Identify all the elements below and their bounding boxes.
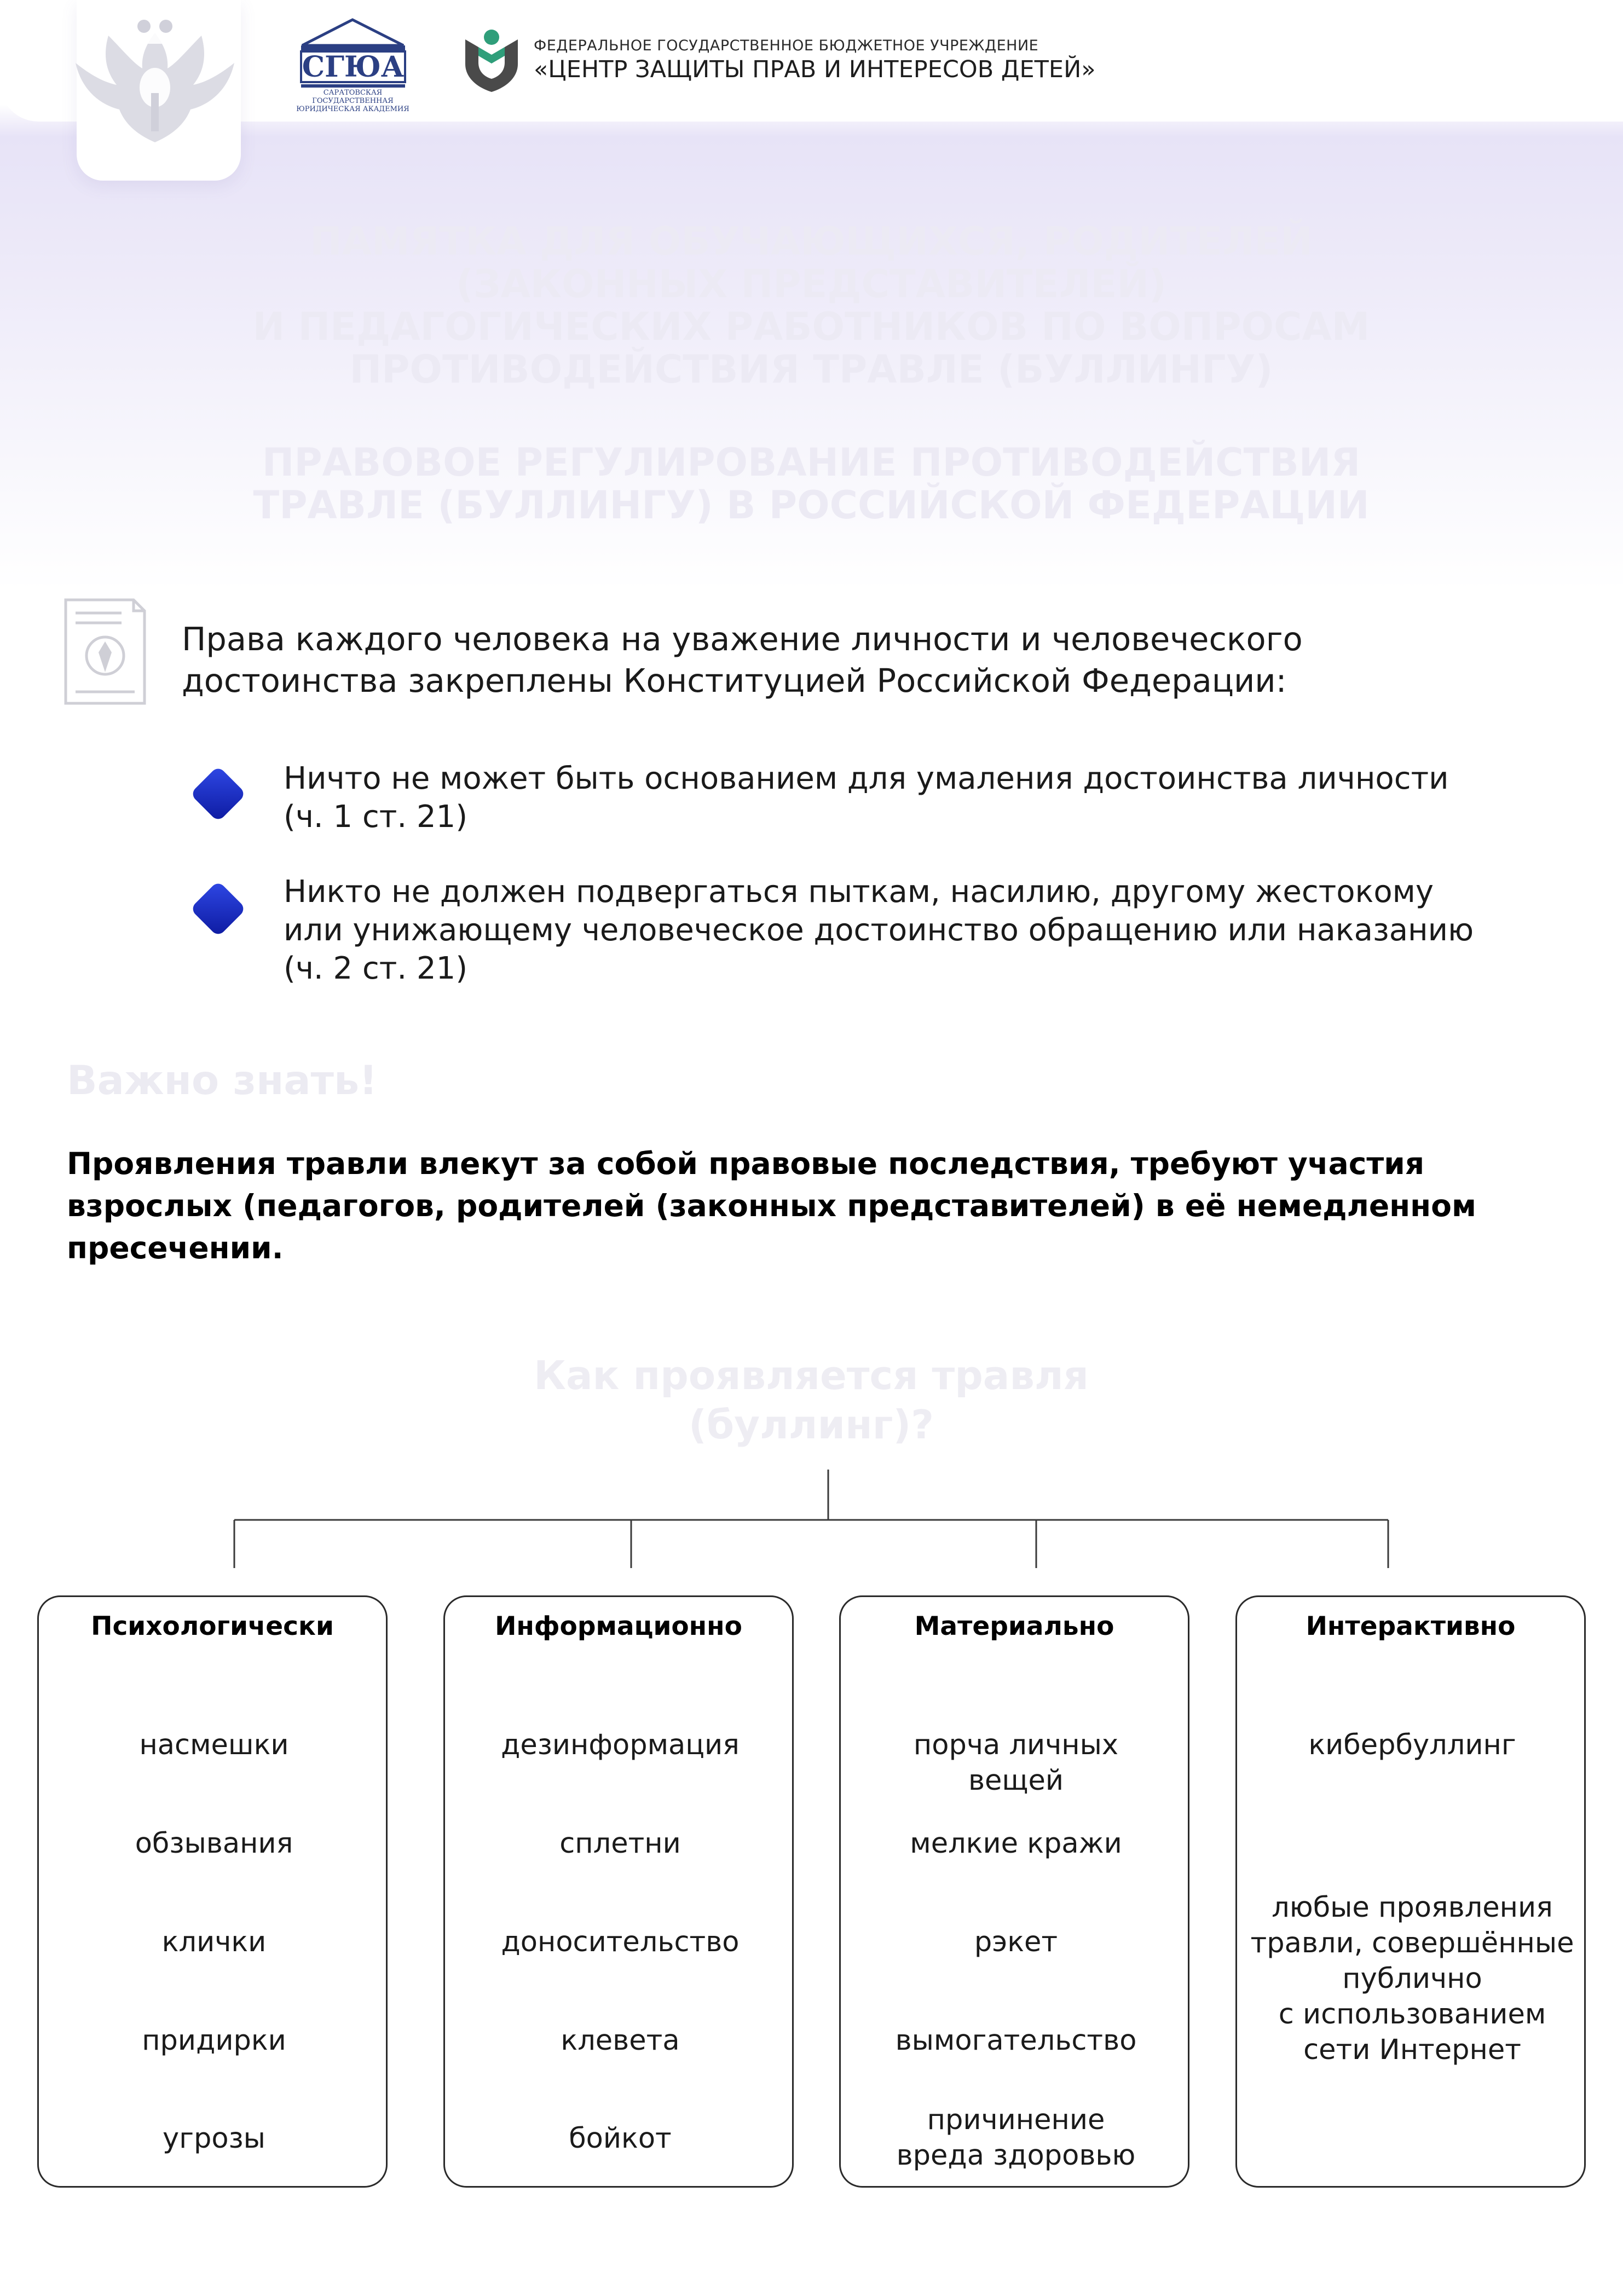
eagle-emblem-icon [65,11,245,159]
bullet-2-line-2: или унижающему человеческое достоинство обращению или наказанию [284,912,1474,948]
sgua-caption: САРАТОВСКАЯ ГОСУДАРСТВЕННАЯ ЮРИДИЧЕСКАЯ АКАДЕМИЯ [296,89,409,113]
warning-line-3: пресечении. [67,1230,284,1265]
category-item: кибербуллинг [1308,1729,1516,1761]
category-tree-connector [0,1470,1623,1598]
category-card-material [839,1595,1189,2188]
category-item-line: причинение [927,2104,1105,2136]
category-item [846,1727,1186,1798]
category-title: Материально [914,1611,1114,1641]
category-item: насмешки [139,1729,289,1761]
title-line-4: ПРОТИВОДЕЙСТВИЯ ТРАВЛЕ (БУЛЛИНГУ) [349,347,1273,392]
bullet-2-line-1: Никто не должен подвергаться пыткам, насилию, другому жестокому [284,874,1434,910]
intro-text [182,618,1583,702]
question-line-2: (буллинг)? [688,1402,934,1448]
category-card-informational [443,1595,794,2188]
title-line-1: ПАМЯТКА ДЛЯ ОБУЧАЮЩИХСЯ, РОДИТЕЛЕЙ [310,219,1313,264]
title-line-2: (ЗАКОННЫХ ПРЕДСТАВИТЕЛЕЙ) [455,262,1167,306]
intro-line-1: Права каждого человека на уважение личности и человеческого [182,620,1303,658]
bullet-text-1 [284,760,1586,836]
important-heading: Важно знать! [67,1057,378,1104]
category-item-line: травли, совершённые [1250,1927,1574,1959]
center-org-name: «ЦЕНТР ЗАЩИТЫ ПРАВ И ИНТЕРЕСОВ ДЕТЕЙ» [534,56,1096,83]
category-card-interactive [1235,1595,1586,2188]
category-item: обзывания [135,1827,293,1860]
title-line-3: И ПЕДАГОГИЧЕСКИХ РАБОТНИКОВ ПО ВОПРОСАМ [252,304,1370,349]
category-item: доносительство [501,1926,740,1958]
category-title: Психологически [91,1611,334,1641]
category-item: рэкет [974,1926,1058,1958]
page-subtitle [154,441,1468,527]
category-item: вымогательство [895,2025,1137,2057]
category-item: клевета [561,2025,680,2057]
category-item-line: публично [1342,1963,1482,1995]
page-title [154,220,1468,391]
category-item: мелкие кражи [910,1827,1122,1860]
category-item: придирки [142,2025,286,2057]
warning-line-2: взрослых (педагогов, родителей (законных представителей) в её немедленном [67,1188,1476,1223]
question-line-1: Как проявляется травля [534,1352,1089,1398]
category-card-psychological [37,1595,388,2188]
category-item-line: вреда здоровью [896,2139,1136,2172]
category-item-line: порча личных [913,1729,1119,1761]
diamond-bullet-icon [184,875,252,943]
category-item: бойкот [569,2123,672,2155]
center-org-type: ФЕДЕРАЛЬНОЕ ГОСУДАРСТВЕННОЕ БЮДЖЕТНОЕ УЧРЕЖДЕНИЕ [534,37,1039,54]
bullet-text-2 [284,873,1586,988]
intro-line-2: достоинства закреплены Конституцией Российской Федерации: [182,662,1287,699]
category-item: клички [161,1926,267,1958]
subtitle-line-2: ТРАВЛЕ (БУЛЛИНГУ) В РОССИЙСКОЙ ФЕДЕРАЦИИ [253,483,1370,528]
category-item: дезинформация [501,1729,740,1761]
category-item-line: вещей [968,1765,1064,1797]
subtitle-line-1: ПРАВОВОЕ РЕГУЛИРОВАНИЕ ПРОТИВОДЕЙСТВИЯ [262,440,1361,485]
category-item-line: любые проявления [1272,1892,1553,1924]
child-protection-logo-icon [461,23,522,93]
bullet-1-line-2: (ч. 1 ст. 21) [284,799,468,835]
category-title: Интерактивно [1306,1611,1516,1641]
bullet-1-line-1: Ничто не может быть основанием для умаления достоинства личности [284,761,1449,796]
warning-line-1: Проявления травли влекут за собой правовые последствия, требуют участия [67,1146,1425,1181]
warning-text [67,1143,1578,1269]
category-item: сплетни [559,1827,681,1860]
category-item-line: с использованием [1278,1998,1546,2031]
sgua-logo-text: СГЮА [302,50,405,84]
category-item: угрозы [163,2123,265,2155]
category-item-line: сети Интернет [1303,2034,1521,2066]
category-item [1243,1890,1582,2068]
diamond-bullet-icon [184,760,252,828]
question-heading [428,1351,1194,1449]
category-title: Информационно [495,1611,742,1641]
category-item [846,2102,1186,2173]
bullet-2-line-3: (ч. 2 ст. 21) [284,951,468,986]
constitution-document-icon [61,595,149,708]
